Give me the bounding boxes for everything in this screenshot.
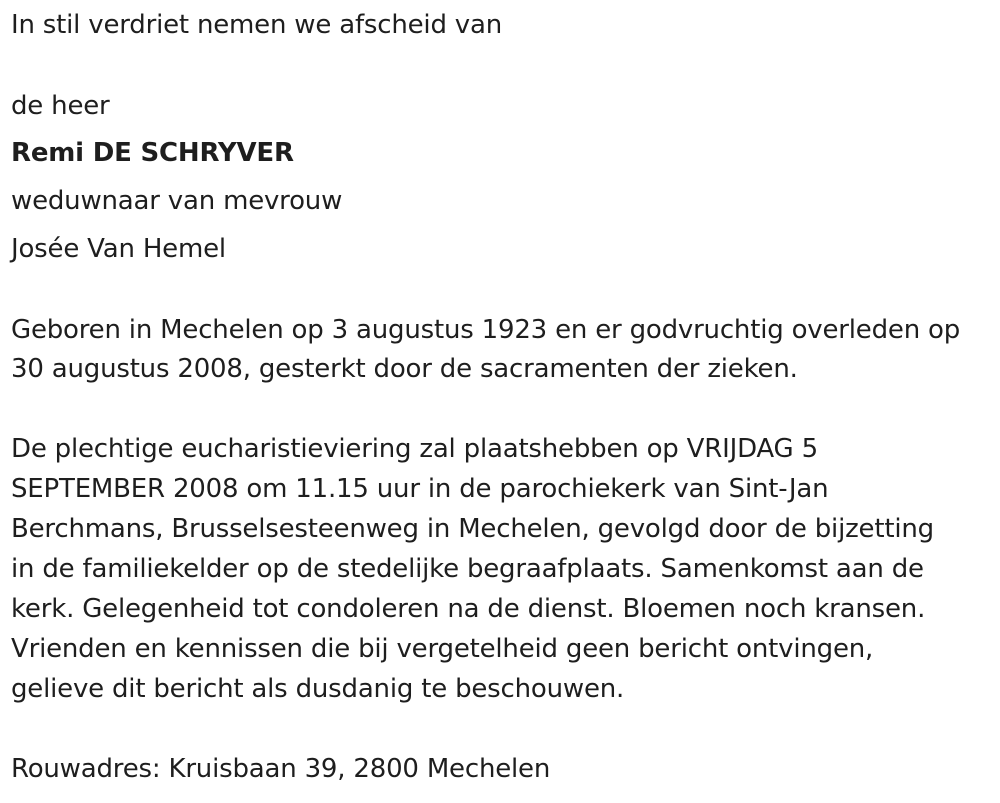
ceremony-line-6: Vrienden en kennissen die bij vergetelheid geen bericht ontvingen, [11,634,874,664]
ceremony-line-4: in de familiekelder op de stedelijke begraafplaats. Samenkomst aan de [11,554,924,584]
ceremony-line-3: Berchmans, Brusselsesteenweg in Mechelen, gevolgd door de bijzetting [11,514,934,544]
spouse-name: Josée Van Hemel [11,234,226,264]
birth-death-line-1: Geboren in Mechelen op 3 augustus 1923 en er godvruchtig overleden op [11,315,961,345]
ceremony-line-5: kerk. Gelegenheid tot condoleren na de dienst. Bloemen noch kransen. [11,594,926,624]
ceremony-line-1: De plechtige eucharistieviering zal plaatshebben op VRIJDAG 5 [11,434,818,464]
mourning-address: Rouwadres: Kruisbaan 39, 2800 Mechelen [11,754,551,784]
intro-text: In stil verdriet nemen we afscheid van [11,10,503,40]
salutation: de heer [11,91,110,121]
ceremony-line-7: gelieve dit bericht als dusdanig te beschouwen. [11,674,625,704]
relation-text: weduwnaar van mevrouw [11,186,343,216]
deceased-name: Remi DE SCHRYVER [11,138,294,168]
ceremony-line-2: SEPTEMBER 2008 om 11.15 uur in de parochiekerk van Sint-Jan [11,474,829,504]
birth-death-line-2: 30 augustus 2008, gesterkt door de sacramenten der zieken. [11,354,798,384]
